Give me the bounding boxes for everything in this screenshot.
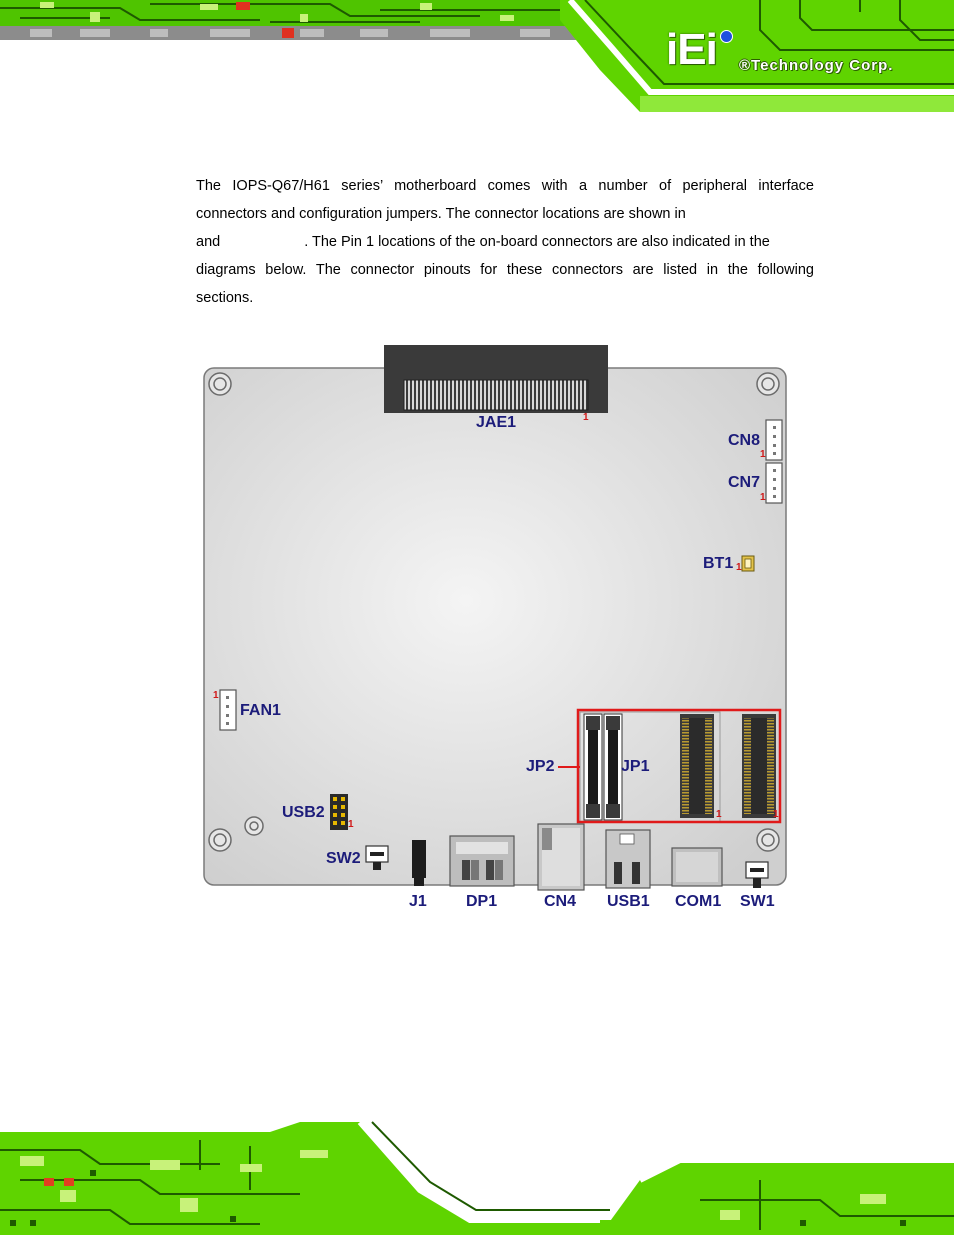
- logo-company-name: ®Technology Corp.: [739, 57, 894, 74]
- pin1-marker: 1: [348, 819, 354, 830]
- mounting-hole: [757, 373, 779, 395]
- page-footer: [0, 1120, 954, 1235]
- label-bt1: BT1: [703, 555, 734, 572]
- cn8-connector: [766, 420, 782, 460]
- cn7-connector: [766, 463, 782, 503]
- label-cn8: CN8: [728, 432, 761, 449]
- logo-mark: iEi: [666, 25, 717, 74]
- j1-audio-jack: [412, 840, 426, 886]
- pin1-marker: 1: [760, 449, 766, 460]
- paragraph-line: The IOPS-Q67/H61 series’ motherboard comes with a number of peripheral interface: [196, 178, 814, 194]
- pin1-marker: 1: [736, 562, 742, 573]
- fan1-connector: [220, 690, 236, 730]
- bt1-connector: [742, 556, 754, 571]
- label-jp1: JP1: [621, 758, 650, 775]
- mounting-hole: [209, 373, 231, 395]
- pin1-marker: 1: [583, 412, 589, 423]
- label-usb2: USB2: [282, 804, 325, 821]
- com1-port: [672, 848, 722, 886]
- jp1-jumper: [604, 714, 622, 820]
- label-j1: J1: [409, 893, 427, 910]
- paragraph-line-rest: . The Pin 1 locations of the on-board connectors are also indicated in the: [304, 234, 770, 250]
- paragraph-line: sections.: [196, 290, 254, 306]
- pin1-marker: 1: [760, 492, 766, 503]
- mounting-hole: [209, 829, 231, 851]
- paragraph-line: connectors and configuration jumpers. The connector locations are shown in: [196, 206, 686, 222]
- pin1-marker: 1: [716, 809, 722, 820]
- jae1-connector: [384, 345, 608, 413]
- pcb-footer-graphic: [0, 1120, 954, 1235]
- label-dp1: DP1: [466, 893, 498, 910]
- dp1-port: [450, 836, 514, 886]
- page-header: [0, 0, 954, 112]
- label-com1: COM1: [675, 893, 722, 910]
- iei-logo: [666, 26, 926, 84]
- label-sw2: SW2: [326, 850, 361, 867]
- usb2-pin-header: [330, 794, 348, 830]
- label-jae1: JAE1: [476, 414, 517, 431]
- cn4-ethernet-port: [538, 824, 584, 890]
- label-jp2: JP2: [526, 758, 555, 775]
- paragraph-word-and: and: [196, 234, 221, 250]
- memory-slot: [680, 714, 714, 818]
- label-cn4: CN4: [544, 893, 577, 910]
- intro-paragraph: [196, 172, 814, 312]
- paragraph-line: [196, 228, 814, 256]
- memory-slot: [742, 714, 776, 818]
- logo-dot-icon: [720, 30, 733, 43]
- jp2-jumper: [584, 714, 602, 820]
- label-cn7: CN7: [728, 474, 761, 491]
- paragraph-line: diagrams below. The connector pinouts for these connectors are listed in the following: [196, 262, 814, 278]
- standoff: [245, 817, 263, 835]
- pin1-marker: 1: [213, 690, 219, 701]
- label-usb1: USB1: [607, 893, 650, 910]
- motherboard-layout-diagram: [200, 342, 800, 922]
- label-sw1: SW1: [740, 893, 775, 910]
- usb1-port: [606, 830, 650, 888]
- mounting-hole: [757, 829, 779, 851]
- label-fan1: FAN1: [240, 702, 281, 719]
- pin1-marker: 1: [773, 809, 779, 820]
